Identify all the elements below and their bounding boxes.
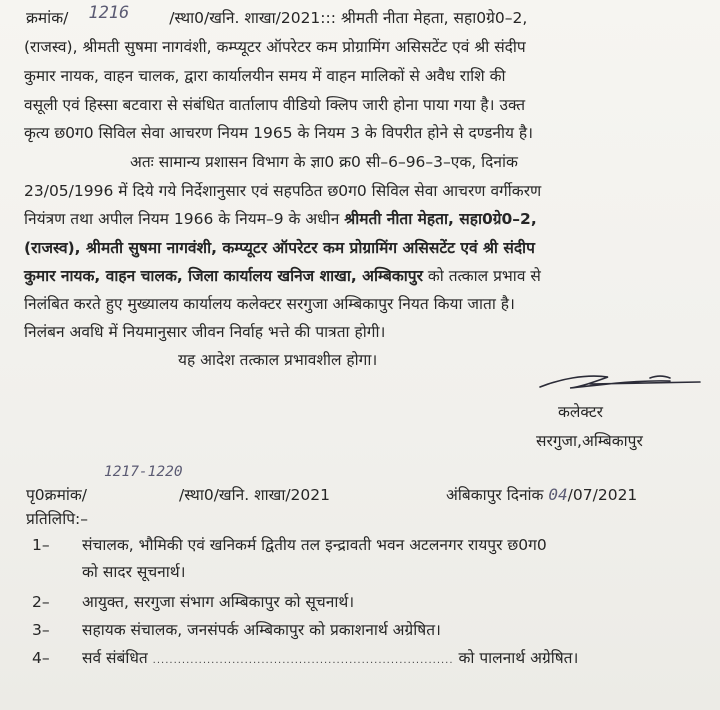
copy-label: प्रतिलिपि:–	[26, 510, 88, 528]
order-line-10: कुमार नायक, वाहन चालक, जिला कार्यालय खनिज शाखा, अम्बिकापुर को तत्काल प्रभाव से	[24, 267, 541, 285]
order-line-8: नियंत्रण तथा अपील नियम 1966 के नियम–9 के अधीन श्रीमती नीता मेहता, सहा0ग्रे0–2,	[24, 210, 537, 228]
order-line-13: यह आदेश तत्काल प्रभावशील होगा।	[178, 351, 378, 369]
signature-icon	[530, 366, 710, 396]
copy-item-4-num: 4–	[32, 649, 50, 667]
order-line-5: कृत्य छ0ग0 सिविल सेवा आचरण नियम 1965 के नियम 3 के विपरीत होने से दण्डनीय है।	[24, 124, 534, 142]
copy-item-1-line2: को सादर सूचनार्थ।	[82, 563, 186, 581]
copy-item-1-num: 1–	[32, 536, 50, 554]
endorsement-line: पृ0क्रमांक/ /स्था0/खनि. शाखा/2021	[26, 486, 330, 504]
copy-item-4-line1: सर्व संबंधित ........................................................................ को पालनार्थ अग्रेषित।	[82, 649, 579, 667]
signatory-place: सरगुजा,अम्बिकापुर	[536, 432, 643, 450]
endorsement-date: अंबिकापुर दिनांक 04/07/2021	[446, 485, 638, 504]
endorsement-number-handwritten: 1217-1220	[104, 464, 183, 480]
copy-item-2-num: 2–	[32, 593, 50, 611]
order-line-1: क्रमांक/ 1216 /स्था0/खनि. शाखा/2021::: श्रीमती नीता मेहता, सहा0ग्रे0–2,	[26, 3, 528, 27]
copy-item-2-line1: आयुक्त, सरगुजा संभाग अम्बिकापुर को सूचनार्थ।	[82, 593, 355, 611]
order-line-11: निलंबित करते हुए मुख्यालय कार्यालय कलेक्टर सरगुजा अम्बिकापुर नियत किया जाता है।	[24, 295, 515, 313]
copy-item-3-num: 3–	[32, 621, 50, 639]
order-number-handwritten: 1216	[88, 3, 130, 23]
order-line-4: वसूली एवं हिस्सा बटवारा से संबंधित वार्तालाप वीडियो क्लिप जारी होना पाया गया है। उक्त	[24, 96, 526, 114]
order-line-7: 23/05/1996 में दिये गये निर्देशानुसार एवं सहपठित छ0ग0 सिविल सेवा आचरण वर्गीकरण	[24, 182, 542, 200]
copy-item-1-line1: संचालक, भौमिकी एवं खनिकर्म द्वितीय तल इन्द्रावती भवन अटलनगर रायपुर छ0ग0	[82, 536, 547, 554]
order-line-12: निलंबन अवधि में नियमानुसार जीवन निर्वाह भत्ते की पात्रता होगी।	[24, 323, 386, 341]
order-line-2: (राजस्व), श्रीमती सुषमा नागवंशी, कम्प्यूटर ऑपरेटर कम प्रोग्रामिंग असिसटेंट एवं श्री संदीप	[24, 38, 526, 56]
order-line-9: (राजस्व), श्रीमती सुषमा नागवंशी, कम्प्यूटर ऑपरेटर कम प्रोग्रामिंग असिसटेंट एवं श्री संदीप	[24, 239, 535, 257]
order-line-6: अतः सामान्य प्रशासन विभाग के ज्ञा0 क्र0 सी–6–96–3–एक, दिनांक	[130, 153, 518, 171]
signatory-designation: कलेक्टर	[558, 403, 604, 421]
suspended-officer-highlight: श्रीमती नीता मेहता, सहा0ग्रे0–2,	[344, 210, 537, 228]
order-line-3: कुमार नायक, वाहन चालक, द्वारा कार्यालयीन समय में वाहन मालिकों से अवैध राशि की	[24, 67, 506, 85]
date-day-handwritten: 04	[548, 485, 568, 504]
copy-item-3-line1: सहायक संचालक, जनसंपर्क अम्बिकापुर को प्रकाशनार्थ अग्रेषित।	[82, 621, 441, 639]
